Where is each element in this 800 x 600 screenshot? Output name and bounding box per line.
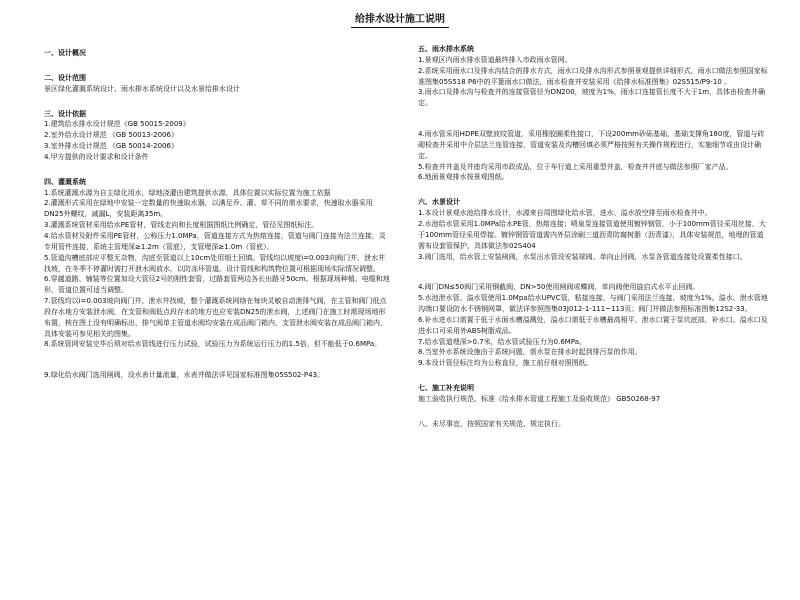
section-4-item: 3.灌溉系统管材采用给水PE管材，管线走向和长度根据图纸比例确定，管径见图纸标注。 <box>44 221 319 230</box>
section-5-item: 5.检查井井盖及井座均采用市政成品，位于车行道上采用重型井盖，检查井井底与做法参照厂家产品。 <box>418 162 733 171</box>
page-title <box>0 10 800 25</box>
section-5-item: 6.地面景观排水按景观图纸。 <box>418 173 509 182</box>
section-6-item: 4.阀门DN≤50阀门采用铜截阀，DN>50使用闸阀或蝶阀，单向阀使用旋启式水平止回阀。 <box>418 283 700 292</box>
section-6-heading: 六、水景设计 <box>418 198 460 207</box>
section-3-item: 1.建筑给水排水设计规范《GB 50015-2009》 <box>44 120 190 129</box>
left-column <box>44 40 392 381</box>
section-4-item: 1.系统灌溉水源为自主绿化用水，绿地浇灌由建筑提供水源，具体位置以实际位置为施工依据 <box>44 188 331 197</box>
section-5-heading: 五、雨水排水系统 <box>418 45 474 53</box>
section-7-text: 施工验收执行规范、标准《给水排水管道工程施工及验收规范》 GB50268-97 <box>418 394 661 403</box>
section-6-item: 3.阀门选用，给水管上安装闸阀，水泵出水管设安装球阀、单向止回阀，水泵各管道连接处设置柔性接口。 <box>418 252 747 261</box>
section-4-item: 4.给水管材及附件采用PE管材，公称压力1.0MPa，管道连接方式为热熔连接，管道与阀门连接为法兰连接，灵专用管件连接，系统主管埋深≥1.2m（管底），支管埋深≥1.0m（管底）。 <box>44 231 386 251</box>
section-6-item: 9.本设计管径标注均为公称直径，施工前仔细对照图纸。 <box>418 359 593 368</box>
right-column <box>418 40 770 430</box>
section-6-item: 1.本设计景观水池给排水设计，水源来自周围绿化给水管，进水、溢水放空排至雨水检查井中。 <box>418 209 712 218</box>
section-4-item: 2.灌溉形式采用在绿地中安装一定数量的快速取水器，以满足乔、灌、草不同的需水要求，快速取水器采用DN25外螺纹，减漏L，安装距离35m。 <box>44 199 373 219</box>
section-5-item: 1.景观区内雨水排水管道最终排入市政雨水管网。 <box>418 55 572 64</box>
section-6-item: 5.水池泄水管、溢水管使用1.0Mpa给水UPVC管，粘接连接，与阀门采用法兰连接，坡度为1%。溢水、泄水管地沟端口要设防水不锈钢网罩，做法详参照图集03J012-1-111~113页；阀门井做法参照标准图集12S2-33。 <box>418 294 768 314</box>
section-2-heading: 二、设计范围 <box>44 73 86 82</box>
section-4-item: 8.系统管网安装完毕后须对给水管线进行压力试验，试验压力为系统运行压力的1.5倍，但不能低于0.6MPa。 <box>44 340 382 349</box>
section-6-item: 6.补水进水口需置于低于水面水槽溢溅处，溢水口需低于水槽最高相平，泄水口置于泵坑底部，补水口、溢水口及进水口可采用外ABS树脂成品。 <box>418 315 768 335</box>
section-4-item: 6.穿越道路、铺装等位置加设大管径2号的刚性套管，过路套管两边各长出路牙50cm。根据现场种植、电缆和地形，管道位置可适当调整。 <box>44 275 390 295</box>
section-5-item: 4.雨水管采用HDPE双壁波纹管道，采用橡胶圈柔性接口，下设200mm砂砾基础，基础支撑角180度，管道与砖砌检查井采用中介层法兰连管连接，管道安装及沟槽回填必须严格按照有关操作规程进行，实施细节或由设计确定。 <box>418 130 765 160</box>
section-2-text: 景区绿化灌溉系统设计、雨水排水系统设计以及水景给排水设计 <box>44 84 240 93</box>
section-5-item: 3.雨水口及排水沟与检查井的连接管管径为DN200，坡度为1%，雨水口连接管长度不大于1m，具体由检查井确定。 <box>418 88 766 108</box>
section-6-item: 7.给水管道埋深>0.7米，给水管试验压力为0.6MPa。 <box>418 337 587 346</box>
section-6-item: 8.当室外水系统设施由于系统问题，需水泵在排水时起到排污泵的作用。 <box>418 348 642 357</box>
section-4-item: 5.管道沟槽底部应平整无杂物，沟底至管道以上10cm处用细土回填。管线均以坡度i=0.003向阀门井、泄水井找坡，在冬季不停灌时需打开泄水阀放水，以防冻坏管道。设计管线和构筑物位置可根据现场实际情况调整。 <box>44 253 386 273</box>
section-3-item: 3.室外排水设计规范 《GB 50014-2006》 <box>44 142 178 151</box>
section-4-item-9: 9.绿化给水阀门选用闸阀，设水表计量流量，水表井做法详见国家标准图集05S502-P43。 <box>44 371 325 380</box>
section-7-heading: 七、施工补充说明 <box>418 384 474 393</box>
section-1-heading: 一、设计概况 <box>44 49 86 57</box>
section-4-heading: 四、灌溉系统 <box>44 177 86 186</box>
section-4-item: 7.管线均以i=0.003坡向阀门井、泄水井找坡，整个灌溉系统网络在每块灵敏自动泄排气阀，在主管和阀门低点段存水地方安装泄水阀，在支管和阀低点段存水的地方也应安装DN25的泄水阀，上述阀门在施工时需现场地形布置，核在图上没有明确标出，排气阀单主管道水阀均安装在成品阀门箱内，支管泄水阀安装在成品阀门箱内，具体安装可参见相关的图集。 <box>44 297 387 338</box>
section-3-item: 4.甲方提供的设计要求和设计条件 <box>44 152 149 161</box>
section-3-heading: 三、设计依据 <box>44 109 86 118</box>
section-3-item: 2.室外给水设计规范 《GB 50013-2006》 <box>44 131 178 140</box>
section-5-item: 2.系统采用雨水口及排水沟结合的排水方式，雨水口及排水沟形式参照景观提供详细形式，雨水口做法参照国家标准图集05S518 P6中的平篦雨水口做法，雨水检查井安装采用《给排水标准图集》02S515/P9-10 。 <box>418 66 768 86</box>
section-6-item: 2.水池给水管采用1.0MPa给水PE管，热熔连接；喷泉泵连接管道使用镀锌钢管，小于100mm管径采用丝接，大于100mm管径采用焊接。镀锌钢管管道需内外层涂刷三道沥青防腐树脂（沥青漆），具体安装规范，地埋的管道需布设套管保护，具体做法参02S404 <box>418 219 766 250</box>
page-title-text: 给排水设计施工说明 <box>351 14 449 28</box>
section-8-text: 八、未尽事宜，按照国家有关规范、规定执行。 <box>418 419 565 428</box>
